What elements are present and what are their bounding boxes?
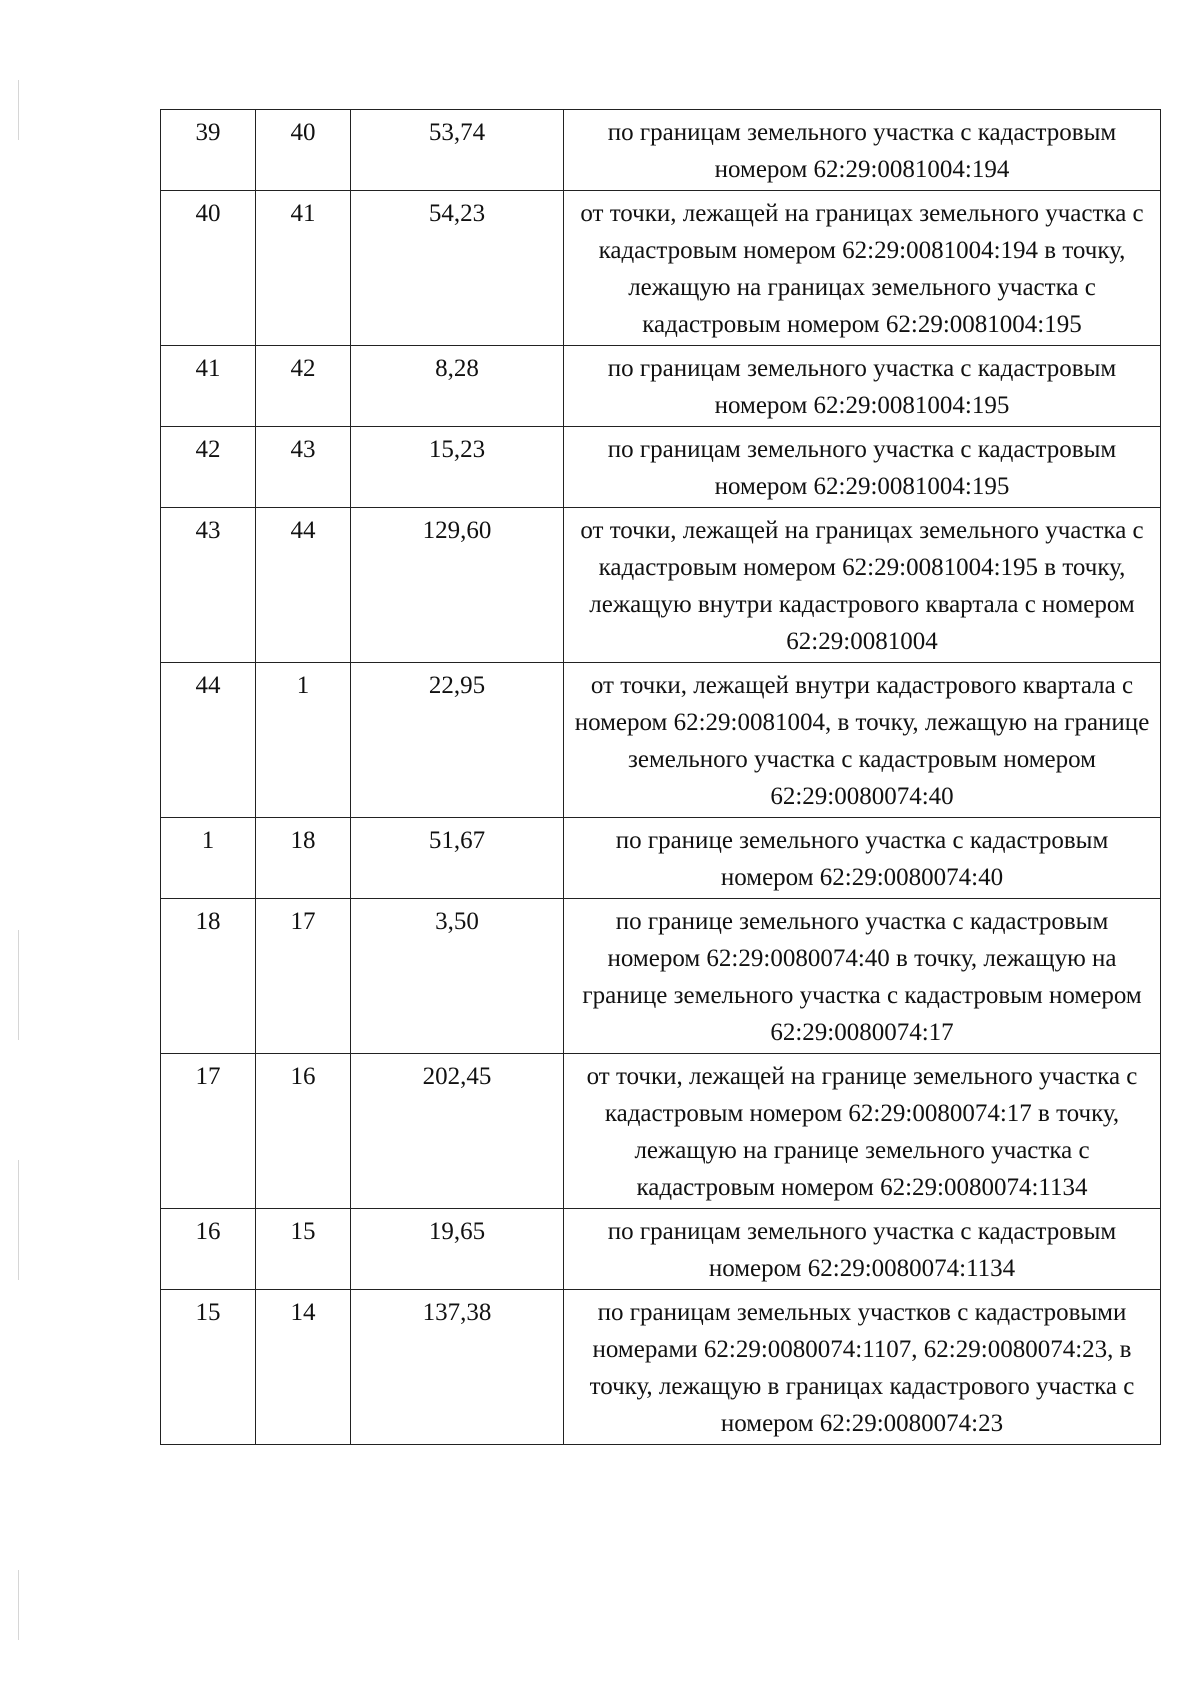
boundary-table bbox=[160, 109, 1161, 1445]
table-row bbox=[161, 663, 1161, 818]
length-cell: 54,23 bbox=[351, 191, 564, 346]
to-point-cell: 42 bbox=[256, 346, 351, 427]
table-row bbox=[161, 110, 1161, 191]
table-row bbox=[161, 818, 1161, 899]
description-cell: по границам земельного участка с кадастровым номером 62:29:0081004:194 bbox=[564, 110, 1161, 191]
to-point-cell: 44 bbox=[256, 508, 351, 663]
description-cell: по границе земельного участка с кадастровым номером 62:29:0080074:40 bbox=[564, 818, 1161, 899]
description-cell: по границам земельного участка с кадастровым номером 62:29:0081004:195 bbox=[564, 346, 1161, 427]
from-point-cell: 42 bbox=[161, 427, 256, 508]
from-point-cell: 15 bbox=[161, 1290, 256, 1445]
from-point-cell: 16 bbox=[161, 1209, 256, 1290]
to-point-cell: 18 bbox=[256, 818, 351, 899]
length-cell: 22,95 bbox=[351, 663, 564, 818]
description-cell: от точки, лежащей на границах земельного участка с кадастровым номером 62:29:0081004:194 в точку, лежащую на границах земельного участка с кадастровым номером 62:29:0081004:195 bbox=[564, 191, 1161, 346]
from-point-cell: 18 bbox=[161, 899, 256, 1054]
length-cell: 129,60 bbox=[351, 508, 564, 663]
table-row bbox=[161, 346, 1161, 427]
from-point-cell: 43 bbox=[161, 508, 256, 663]
to-point-cell: 14 bbox=[256, 1290, 351, 1445]
scan-edge-mark bbox=[18, 1570, 19, 1640]
description-cell: от точки, лежащей на границах земельного участка с кадастровым номером 62:29:0081004:195 в точку, лежащую внутри кадастрового квартала с номером 62:29:0081004 bbox=[564, 508, 1161, 663]
to-point-cell: 15 bbox=[256, 1209, 351, 1290]
length-cell: 51,67 bbox=[351, 818, 564, 899]
from-point-cell: 17 bbox=[161, 1054, 256, 1209]
length-cell: 3,50 bbox=[351, 899, 564, 1054]
length-cell: 15,23 bbox=[351, 427, 564, 508]
table-row bbox=[161, 1290, 1161, 1445]
from-point-cell: 41 bbox=[161, 346, 256, 427]
to-point-cell: 43 bbox=[256, 427, 351, 508]
table-row bbox=[161, 1054, 1161, 1209]
length-cell: 202,45 bbox=[351, 1054, 564, 1209]
scan-edge-mark bbox=[18, 80, 19, 140]
to-point-cell: 16 bbox=[256, 1054, 351, 1209]
from-point-cell: 1 bbox=[161, 818, 256, 899]
from-point-cell: 39 bbox=[161, 110, 256, 191]
table-row bbox=[161, 191, 1161, 346]
table-row bbox=[161, 508, 1161, 663]
scan-edge-mark bbox=[18, 1160, 19, 1280]
description-cell: по границам земельных участков с кадастровыми номерами 62:29:0080074:1107, 62:29:0080074:23, в точку, лежащую в границах кадастрового участка с номером 62:29:0080074:23 bbox=[564, 1290, 1161, 1445]
length-cell: 19,65 bbox=[351, 1209, 564, 1290]
description-cell: по границе земельного участка с кадастровым номером 62:29:0080074:40 в точку, лежащую на границе земельного участка с кадастровым номером 62:29:0080074:17 bbox=[564, 899, 1161, 1054]
to-point-cell: 1 bbox=[256, 663, 351, 818]
from-point-cell: 40 bbox=[161, 191, 256, 346]
description-cell: от точки, лежащей на границе земельного участка с кадастровым номером 62:29:0080074:17 в точку, лежащую на границе земельного участка с кадастровым номером 62:29:0080074:1134 bbox=[564, 1054, 1161, 1209]
description-cell: от точки, лежащей внутри кадастрового квартала с номером 62:29:0081004, в точку, лежащую на границе земельного участка с кадастровым номером 62:29:0080074:40 bbox=[564, 663, 1161, 818]
length-cell: 8,28 bbox=[351, 346, 564, 427]
length-cell: 53,74 bbox=[351, 110, 564, 191]
table-row bbox=[161, 1209, 1161, 1290]
table-row bbox=[161, 899, 1161, 1054]
table-row bbox=[161, 427, 1161, 508]
to-point-cell: 41 bbox=[256, 191, 351, 346]
length-cell: 137,38 bbox=[351, 1290, 564, 1445]
from-point-cell: 44 bbox=[161, 663, 256, 818]
to-point-cell: 40 bbox=[256, 110, 351, 191]
scan-edge-mark bbox=[18, 930, 19, 1040]
description-cell: по границам земельного участка с кадастровым номером 62:29:0081004:195 bbox=[564, 427, 1161, 508]
to-point-cell: 17 bbox=[256, 899, 351, 1054]
description-cell: по границам земельного участка с кадастровым номером 62:29:0080074:1134 bbox=[564, 1209, 1161, 1290]
